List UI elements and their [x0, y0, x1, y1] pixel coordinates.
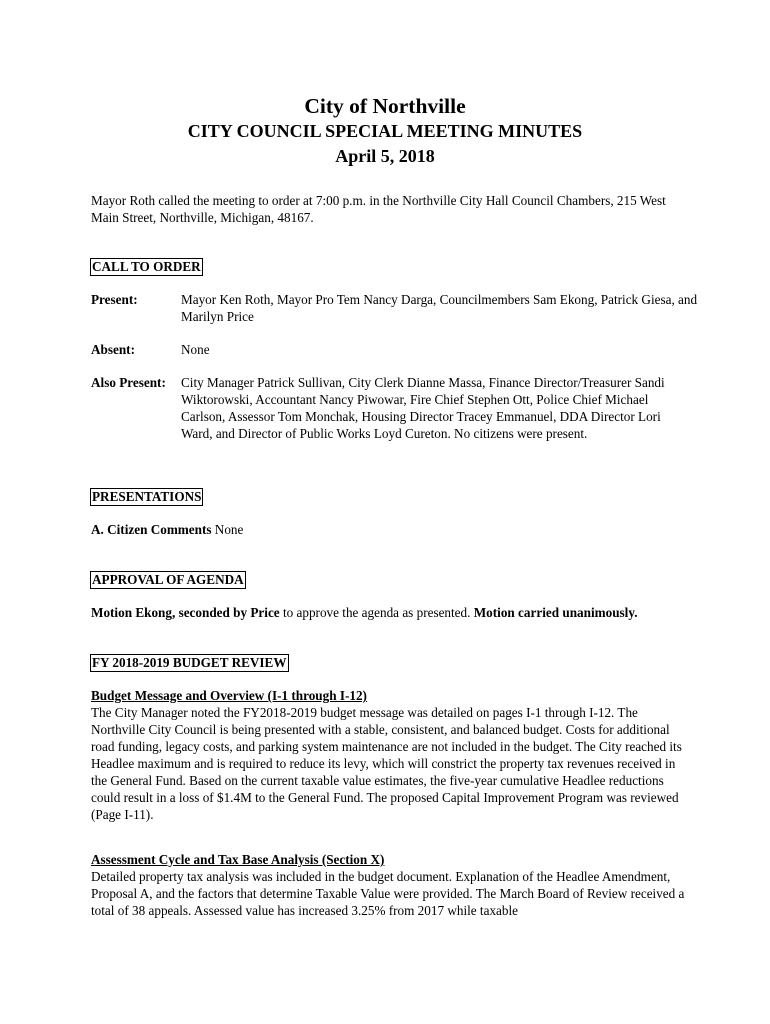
budget-message-section	[91, 687, 691, 823]
budget-review-heading: FY 2018-2019 BUDGET REVIEW	[92, 655, 287, 670]
agenda-motion-text: to approve the agenda as presented.	[279, 605, 474, 620]
agenda-motion-mover: Motion Ekong, seconded by Price	[91, 605, 280, 620]
citizen-comments-value: None	[211, 522, 244, 537]
citizen-comments	[91, 521, 691, 538]
intro-paragraph: Mayor Roth called the meeting to order at 7:00 p.m. in the Northville City Hall Council Chambers, 215 West Main Street, Northville, Michigan, 48167.	[91, 193, 666, 225]
budget-message-body: The City Manager noted the FY2018-2019 budget message was detailed on pages I-1 through I-12. The Northville City Council is being presented with a stable, consistent, and balanced budget. Costs for additional road funding, legacy costs, and parking system maintenance are not included in the budget. The City reached its Headlee maximum and is required to reduce its levy, which will constrict the property tax revenues received in the General Fund. Based on the current taxable value estimates, the five-year cumulative Headlee reductions could result in a loss of $1.4M to the General Fund. The proposed Capital Improvement Program was reviewed (Page I-11).	[91, 705, 682, 822]
meeting-date: April 5, 2018	[335, 146, 435, 166]
call-to-order-heading: CALL TO ORDER	[92, 259, 201, 274]
absent-value: None	[181, 342, 210, 357]
also-present-label: Also Present:	[91, 375, 166, 390]
agenda-motion	[91, 604, 691, 621]
citizen-comments-label: A. Citizen Comments	[91, 522, 212, 537]
present-label: Present:	[91, 292, 138, 307]
agenda-motion-result: Motion carried unanimously.	[473, 605, 638, 620]
assessment-title: Assessment Cycle and Tax Base Analysis (Section X)	[91, 852, 385, 867]
assessment-body: Detailed property tax analysis was included in the budget document. Explanation of the Headlee Amendment, Proposal A, and the factors that determine Taxable Value were provided. The March Board of Review received a total of 38 appeals. Assessed value has increased 3.25% from 2017 while taxable	[91, 869, 685, 918]
budget-message-title: Budget Message and Overview (I-1 through I-12)	[91, 688, 367, 703]
absent-label: Absent:	[91, 342, 135, 357]
assessment-section	[91, 851, 691, 919]
document-title: City of Northville	[304, 94, 466, 118]
approval-of-agenda-heading: APPROVAL OF AGENDA	[92, 572, 244, 587]
document-subtitle: CITY COUNCIL SPECIAL MEETING MINUTES	[187, 121, 583, 141]
presentations-heading: PRESENTATIONS	[92, 489, 202, 504]
present-value: Mayor Ken Roth, Mayor Pro Tem Nancy Darga, Councilmembers Sam Ekong, Patrick Giesa, and Marilyn Price	[181, 292, 698, 324]
also-present-value: City Manager Patrick Sullivan, City Clerk Dianne Massa, Finance Director/Treasurer Sandi Wiktorowski, Accountant Nancy Piwowar, Fire Chief Stephen Ott, Police Chief Michael Carlson, Assessor Tom Monchak, Housing Director Tracey Emmanuel, DDA Director Lori Ward, and Director of Public Works Loyd Cureton. No citizens were present.	[181, 375, 665, 441]
